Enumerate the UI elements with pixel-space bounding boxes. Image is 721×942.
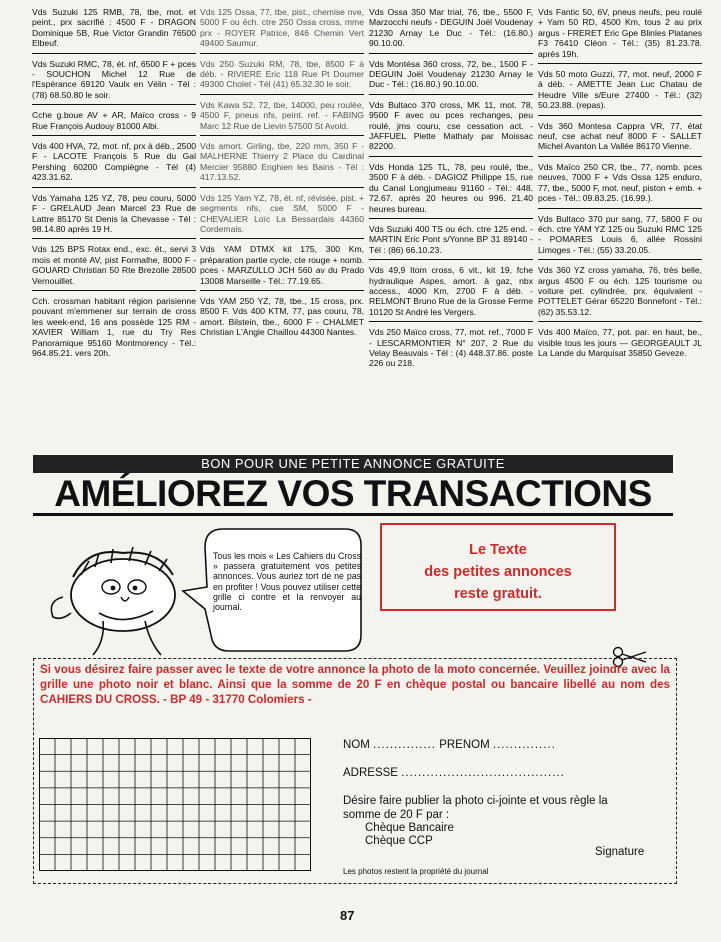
classified-ad: Vds 125 BPS Rotax end., exc. ét., servi 3 mois et monté AV, pist Formalhe, 8000 F - GOUARD Christian 50 Rte Brezolle 28500 Vernouillet. <box>32 243 196 291</box>
classified-column-4 <box>538 6 702 366</box>
photo-ownership-note: Les photos restent la propriété du journal <box>343 867 489 876</box>
classified-ad: Vds Honda 125 TL, 78, peu roulé, tbe., 3500 F à déb. - DAGIOZ Philippe 15, rue du Canal Longjumeau 91160 - Tél.: 448. 72.67. après 20 heures ou 996. 21.40 heures bureau. <box>369 161 533 219</box>
classified-ad: Vds 125 Ossa, 77, tbe, pist., chemise nve, 5000 F ou éch. ctre 250 Ossa cross, mme prx - ROYER Patrice, 846 Chemin Vert 49400 Saumur. <box>200 6 364 54</box>
free-text-line: reste gratuit. <box>454 586 542 602</box>
free-text-box <box>380 523 616 611</box>
classified-ad: Vds 49,9 Itom cross, 6 vit., kit 19, fche hydraulique Aspes, amort. à gaz, nbx access., 4000 Km, 2700 F à déb. - RELMONT Bruno Rue de la Grosse Ferme 10120 St André les Vergers. <box>369 264 533 322</box>
classified-ad: Vds 400 Maïco, 77, pot. par. en haut, be., visible tous les jours — GEORGEAULT JL La Lande du Marquisat 35850 Geveze. <box>538 327 702 358</box>
banner-strip: BON POUR UNE PETITE ANNONCE GRATUITE <box>33 455 673 473</box>
classified-ad: Vds Ossa 350 Mar trial, 76, tbe., 5500 F, Marzocchi neufs - DEGUIN Joël Voudenay 21230 Arnay Le Duc - Tél.: (16.80.) 90.10.00. <box>369 6 533 54</box>
page-number: 87 <box>340 908 355 923</box>
classified-ad: Vds 400 HVA, 72, mot. nf, prx à déb., 2500 F - LACOTE François 5 Rue du Gal Pershing 60200 Compiègne - Tél (4) 423.31.62. <box>32 140 196 188</box>
classified-column-2 <box>200 6 364 346</box>
classified-ad: Vds 360 YZ cross yamaha, 76, très belle, argus 4500 F ou éch. 125 tourisme ou voiture pet. cylindrée, prx. équivalent - POTTELET Gérar 65220 Bonnefont - Tél.: (62) 35.53.12. <box>538 264 702 322</box>
banner-headline: AMÉLIOREZ VOS TRANSACTIONS <box>33 473 673 516</box>
coupon-banner <box>33 455 673 658</box>
ad-text-grid[interactable] <box>39 738 311 871</box>
classified-ad: Vds 250 Suzuki RM, 78, tbe, 8500 F à déb. - RIVIERE Eric 118 Rue Pt Doumer 49300 Cholet - Tél (41) 65.32.30 le soir. <box>200 58 364 95</box>
free-text-message <box>382 539 614 605</box>
adresse-dots: ....................................... <box>401 767 565 779</box>
adresse-label: ADRESSE <box>343 767 398 779</box>
classified-ad: Vds Bultaco 370 cross, MK 11, mot. 78, 9500 F avec ou pces rechanges, peu roulé, jms couru, cse cessation act. - JAFFUEL Piette Mathaly par Moissac 82200. <box>369 99 533 157</box>
classified-ad: Vds YAM 250 YZ, 78, tbe., 15 cross, prx. 8500 F. Vds 400 KTM, 77, pas couru, 78, amort. Bilstein, tbe., 6000 F - CHALMET Christian L'Angle Chaillou 44300 Nantes. <box>200 295 364 338</box>
payment-text: Désire faire publier la photo ci-jointe et vous règle la somme de 20 F par : <box>343 795 608 821</box>
nom-label: NOM <box>343 739 370 751</box>
classified-ad: Vds Yamaha 125 YZ, 78, peu couru, 5000 F - GRELAUD Jean Marcel 23 Rue de Lattre 85170 St Denis la Chevasse - Tél : 98.14.80 après 19 H. <box>32 192 196 240</box>
classified-ad: Vds 125 Yam YZ, 78, ét. nf, révisée, pist. + segments nfs, cse SM, 5000 F - CHEVALIER Loïc La Bessardais 44360 Cordemais. <box>200 192 364 240</box>
classified-ad: Vds Suzuki RMC, 78, ét. nf, 6500 F + pces - SOUCHON Michel 12 Rue de l'Espérance 69120 Vaulx en Vélin - Tél : (78) 68.50.80 le soir. <box>32 58 196 106</box>
classified-ad: Vds Fantic 50, 6V, pneus neufs, peu roulé + Yam 50 RD, 4500 Km, tous 2 au prix argus - FRERET Eric Gpe Blinles Platanes F3 76410 Cléon - Tél.: (35) 81.23.78. après 19h. <box>538 6 702 64</box>
photo-instructions: Si vous désirez faire passer avec le texte de votre annonce la photo de la moto concernée. Veuillez joindre avec la grille une photo noir et blanc. Ainsi que la somme de 20 F en chèque postal ou bancaire libellé au nom des CAHIERS DU CROSS. - BP 49 - 31770 Colomiers - <box>40 663 670 706</box>
classified-ad: Vds 360 Montesa Cappra VR, 77, état neuf, cse achat neuf 8000 F - SALLET Michel Avanton La Vallée 86170 Vienne. <box>538 120 702 157</box>
nom-dots: ............... <box>373 739 436 751</box>
classified-ad: Vds Suzuki 125 RMB, 78, tbe, mot. et peint., prx sacrifié : 4500 F - DRAGON Dominique 5B, Rue Victor Grandin 76500 Elbeuf. <box>32 6 196 54</box>
address-row[interactable] <box>343 766 565 780</box>
name-row[interactable] <box>343 738 556 752</box>
classified-ad: Cch. crossman habitant région parisienne pouvant m'emmener sur terrain de cross les week-end, 16 ans possède 125 RM - XAVIER William 1, rue du Try Res Panoramique 95160 Montmorency - Tél.: 964.85.21. vers 20h. <box>32 295 196 358</box>
classified-ad: Vds Maïco 250 CR, tbe., 77, nomb. pces neuves, 7000 F + Vds Ossa 125 enduro, 77, tbe., 5000 F, mot. neuf, piston + emb. + pces - Tél.: 09.83.25. (16.99.). <box>538 161 702 209</box>
prenom-label: PRENOM <box>439 739 490 751</box>
classified-ad: Vds 50 moto Guzzi, 77, mot. neuf, 2000 F à déb. - AMETTE Jean Luc Chatau de Heudre Ville s/Eure 27400 - Tél.: (32) 50.23.88. (repas). <box>538 68 702 116</box>
speech-bubble-text: Tous les mois « Les Cahiers du Cross » passera gratuitement vos petites annonces. Vous auriez tort de ne pas en profiter ! Vous pouvez utiliser cette grille ci contre et la renvoyer au journal. <box>213 551 361 613</box>
classified-column-3 <box>369 6 533 377</box>
classified-ad: Vds Bultaco 370 pur sang, 77, 5800 F ou éch. ctre YAM YZ 125 ou Suzuki RMC 125 - POMARES Louis 6, allée Rossini Limoges - Tél.: (55) 33.20.05. <box>538 213 702 261</box>
classified-ad: Vds YAM DTMX kit 175, 300 Km, préparation partie cycle, cte rouge + nomb. pces - MARZULLO JCH 560 av du Prado 13008 Marseille - Tél.: 77.19.65. <box>200 243 364 291</box>
classified-ad: Vds Kawa S2, 72, tbe, 14000, peu roulée, 4500 F, pneus nfs, peint. ref. - FABING Marc 12 Rue de Lievin 57500 St Avold. <box>200 99 364 136</box>
classified-ad: Vds amort. Girling, tbe, 220 mm, 350 F - MALHERNE Thierry 2 Place du Cardinal Mercier 95880 Enghien les Bains - Tél : 417.13.52. <box>200 140 364 188</box>
classified-ad: Cche g.boue AV + AR, Maïco cross - 9 Rue François Audouy 81000 Albi. <box>32 109 196 136</box>
signature-label: Signature <box>595 846 645 858</box>
free-text-line: Le Texte <box>469 542 527 558</box>
cheque-bancaire-option[interactable]: Chèque Bancaire <box>365 822 454 834</box>
prenom-dots: ............... <box>492 739 556 751</box>
classified-ad: Vds Montésa 360 cross, 72, be., 1500 F - DEGUIN Joël Voudenay 21230 Arnay le Duc - Tél.: (16.80.) 90.10.00. <box>369 58 533 95</box>
classified-ad: Vds 250 Maïco cross, 77, mot. ref., 7000 F - LESCARMONTIER N° 207, 2 Rue du Velay Beauvais - Tél : (4) 448.37.86. poste 226 ou 218. <box>369 327 533 369</box>
classified-ad: Vds Suzuki 400 TS ou éch. ctre 125 end. - MARTIN Eric Pont s/Yonne BP 31 89140 - Tél : (86) 66.10.23. <box>369 223 533 260</box>
free-text-line: des petites annonces <box>424 564 572 580</box>
classified-column-1 <box>32 6 196 366</box>
cheque-ccp-option[interactable]: Chèque CCP <box>365 835 433 847</box>
